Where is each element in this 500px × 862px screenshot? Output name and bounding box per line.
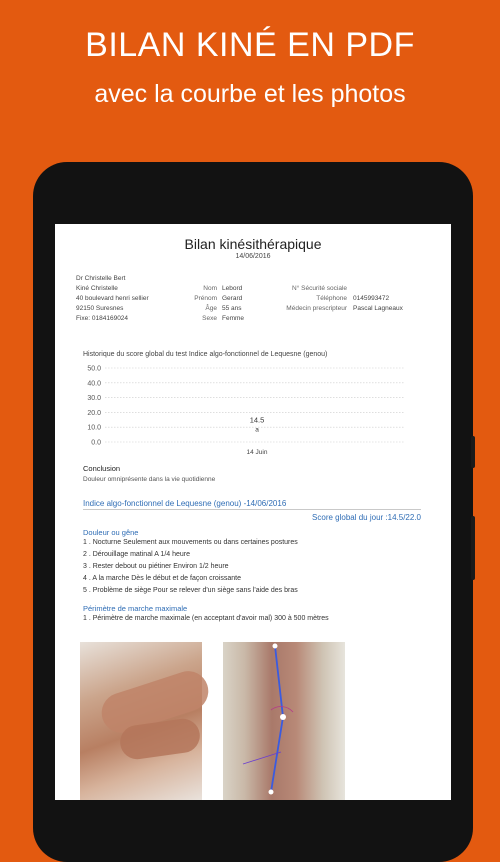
section-heading-douleur: Douleur ou gêne: [83, 528, 139, 537]
practitioner-name: Dr Christelle Bert: [76, 275, 126, 282]
y-tick-label: 20.0: [87, 409, 101, 417]
patient-label-sexe: Sexe: [202, 315, 217, 322]
headline-subtitle: avec la courbe et les photos: [94, 80, 406, 108]
practitioner-title: Kiné Christelle: [76, 285, 118, 292]
list-item: 3 . Rester debout ou piétiner Environ 1/2 heure: [83, 563, 229, 570]
y-tick-label: 0.0: [91, 439, 101, 447]
document-title: Bilan kinésithérapique: [184, 236, 322, 252]
knee-annotation-overlay: [223, 642, 345, 800]
patient-value-prenom: Gerard: [222, 295, 243, 302]
y-tick-label: 40.0: [87, 380, 101, 388]
data-label: 14.5: [249, 415, 265, 425]
data-point-marker: a: [255, 426, 259, 434]
index-title: Indice algo-fonctionnel de Lequesne (genou) -14/06/2016: [83, 499, 287, 508]
score-total: Score global du jour :14.5/22.0: [312, 513, 421, 522]
phone-side-button: [471, 436, 475, 468]
list-item: 1 . Nocturne Seulement aux mouvements ou dans certaines postures: [83, 539, 298, 546]
conclusion-text: Douleur omniprésente dans la vie quotidienne: [83, 476, 216, 483]
patient-value-sexe: Femme: [222, 315, 245, 322]
admin-label-medecin: Médecin prescripteur: [286, 305, 347, 312]
patient-value-nom: Lebord: [222, 285, 243, 292]
admin-value-telephone: 0145993472: [353, 295, 390, 302]
patient-label-nom: Nom: [203, 285, 217, 292]
chart-title: Historique du score global du test Indice algo-fonctionnel de Lequesne (genou): [83, 351, 328, 358]
y-tick-label: 30.0: [87, 395, 101, 403]
y-tick-label: 50.0: [87, 365, 101, 373]
headline-title: BILAN KINÉ EN PDF: [85, 26, 415, 64]
admin-value-medecin: Pascal Lagneaux: [353, 305, 403, 312]
phone-volume-button: [471, 516, 475, 580]
list-item: 4 . A la marche Dès le début et de façon croissante: [83, 575, 241, 582]
patient-value-age: 55 ans: [222, 305, 242, 312]
admin-label-telephone: Téléphone: [316, 295, 347, 302]
list-item: 1 . Périmètre de marche maximale (en acceptant d'avoir mal) 300 à 500 mètres: [83, 615, 329, 622]
document-date: 14/06/2016: [235, 253, 271, 260]
section-heading-perimetre: Périmètre de marche maximale: [83, 604, 188, 613]
x-tick-label: 14 Juin: [246, 449, 268, 456]
list-item: 2 . Dérouillage matinal A 1/4 heure: [83, 551, 191, 558]
massage-photo[interactable]: [80, 642, 202, 800]
admin-label-secu: N° Sécurité sociale: [292, 285, 347, 292]
pdf-document[interactable]: [55, 224, 451, 800]
practitioner-address: 40 boulevard henri sellier: [76, 295, 149, 302]
patient-label-prenom: Prénom: [194, 295, 217, 302]
practitioner-city: 92150 Suresnes: [76, 305, 124, 312]
y-tick-label: 10.0: [87, 424, 101, 432]
list-item: 5 . Problème de siège Pour se relever d'un siège sans l'aide des bras: [83, 587, 298, 594]
divider: [83, 509, 421, 510]
practitioner-phone: Fixe: 0184169024: [76, 315, 129, 322]
patient-label-age: Âge: [205, 305, 217, 312]
conclusion-heading: Conclusion: [83, 464, 121, 473]
score-history-chart: [75, 360, 411, 468]
knee-analysis-photo[interactable]: [223, 642, 345, 800]
